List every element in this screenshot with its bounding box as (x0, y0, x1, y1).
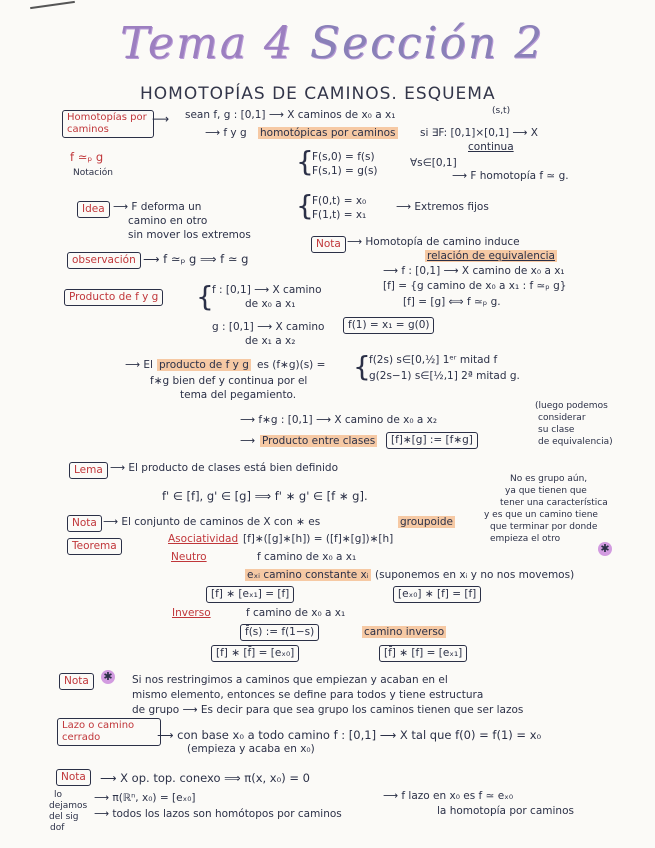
homotopias-line2b: homotópicas por caminos (260, 127, 396, 139)
producto-def1b: producto de f y g (159, 359, 249, 371)
nota4-side3: del sig (49, 812, 79, 822)
idea-text2: camino en otro (128, 215, 208, 227)
teorema-n1: f camino de x₀ a x₁ (257, 551, 357, 563)
nota4-l3r: la homotopía por caminos (437, 805, 574, 817)
cond-r2: ⟶ Extremos fijos (396, 201, 489, 213)
producto-c2: g(2s−1) s∈[½,1] 2ª mitad g. (369, 370, 520, 382)
producto-c1: f(2s) s∈[0,½] 1ᵉʳ mitad f (369, 354, 498, 366)
homotopias-line1: sean f, g : [0,1] ⟶ X caminos de x₀ a x₁ (185, 109, 396, 121)
homotopias-st: (s,t) (492, 106, 511, 116)
teorema-n2: eₓᵢ camino constante xᵢ (247, 569, 369, 581)
teorema-i3: [f] ∗ [f̄] = [eₓ₀] (211, 645, 299, 662)
nota3-l1: Si nos restringimos a caminos que empiezan y acaban en el (132, 674, 448, 686)
lema-text: ⟶ El producto de clases está bien definido (110, 462, 339, 474)
teorema-i2b: camino inverso (364, 626, 445, 638)
teorema-i4: [f̄] ∗ [f] = [eₓ₁] (379, 645, 467, 662)
cond2: F(s,1) = g(s) (312, 165, 378, 177)
nota4-l2r: ⟶ f lazo en x₀ es f ≃ eₓ₀ (383, 790, 514, 802)
teorema-box: Teorema (67, 538, 122, 555)
nota2-text: ⟶ El conjunto de caminos de X con ∗ es (103, 516, 321, 528)
nota3-l2: mismo elemento, entonces se define para todos y tiene estructura (132, 689, 484, 701)
nota2-side6: empieza el otro (490, 534, 561, 544)
teorema-i1: f camino de x₀ a x₁ (246, 607, 346, 619)
brace-icon: { (296, 189, 314, 222)
cond3: F(0,t) = x₀ (312, 195, 367, 207)
nota3-l3: de grupo ⟶ Es decir para que sea grupo los caminos tienen que ser lazos (132, 704, 524, 716)
producto-def1c: es (f∗g)(s) = (257, 359, 326, 371)
producto-side2: considerar (538, 413, 586, 423)
nota4-side2: dejamos (49, 801, 88, 811)
nota2-side1: No es grupo aún, (510, 474, 588, 484)
star-icon: ✱ (598, 542, 612, 556)
page-subtitle: HOMOTOPÍAS DE CAMINOS. ESQUEMA (140, 84, 496, 104)
observacion-box: observación (67, 252, 141, 269)
lema-l2: f' ∈ [f], g' ∈ [g] ⟹ f' ∗ g' ∈ [f ∗ g]. (162, 489, 368, 503)
teorema-neutro: Neutro (171, 551, 207, 563)
producto-side1: (luego podemos (535, 401, 608, 411)
homotopias-continua: continua (468, 141, 514, 153)
idea-box: Idea (77, 201, 110, 218)
teorema-asoc: Asociatividad (168, 533, 239, 545)
idea-text1: ⟶ F deforma un (113, 201, 202, 213)
teorema-n3: [f] ∗ [eₓ₁] = [f] (206, 586, 294, 603)
teorema-n4: [eₓ₀] ∗ [f] = [f] (393, 586, 481, 603)
producto-f2: de x₀ a x₁ (245, 298, 296, 310)
homotopias-line2c: si ∃F: [0,1]×[0,1] ⟶ X (420, 127, 538, 139)
nota1-rel: relación de equivalencia (427, 250, 555, 262)
nota2-side2: ya que tienen que (505, 486, 587, 496)
homotopias-line2a: ⟶ f y g (205, 127, 247, 139)
producto-side4: de equivalencia) (538, 437, 613, 447)
teorema-n2b: (suponemos en xᵢ y no nos movemos) (375, 569, 575, 581)
title-section: Sección 2 (309, 18, 545, 69)
nota4-box: Nota (56, 769, 91, 786)
nota1-l2: ⟶ f : [0,1] ⟶ X camino de x₀ a x₁ (383, 265, 565, 277)
nota4-side4: dof (50, 823, 65, 833)
cond-r: ⟶ F homotopía f ≃ g. (452, 170, 569, 182)
producto-def1: ⟶ El (125, 359, 153, 371)
nota1-l4: [f] = [g] ⟺ f ≃ₚ g. (403, 296, 501, 308)
producto-g1: g : [0,1] ⟶ X camino (212, 321, 325, 333)
arrow-icon: ⟶ (152, 112, 170, 126)
lazo-box: Lazo o camino cerrado (57, 718, 161, 746)
nota4-l2: ⟶ π(ℝⁿ, x₀) = [eₓ₀] (94, 792, 196, 804)
homotopias-box: Homotopías por caminos (62, 110, 154, 138)
nota4-l3: ⟶ todos los lazos son homótopos por caminos (94, 808, 342, 820)
cond1: F(s,0) = f(s) (312, 151, 375, 163)
producto-g2: de x₁ a x₂ (245, 335, 296, 347)
idea-text3: sin mover los extremos (128, 229, 251, 241)
teorema-inverso: Inverso (172, 607, 211, 619)
nota2-groupoide: groupoide (400, 516, 453, 528)
producto-def4: ⟶ f∗g : [0,1] ⟶ X camino de x₀ a x₂ (240, 414, 438, 426)
nota2-box: Nota (67, 515, 102, 532)
teorema-i2: f̄(s) := f(1−s) (240, 624, 319, 641)
brace-icon: { (353, 350, 371, 383)
cond4: F(1,t) = x₁ (312, 209, 367, 221)
producto-box: Producto de f y g (64, 289, 163, 306)
pen-mark (30, 1, 75, 9)
producto-def5c: [f]∗[g] := [f∗g] (386, 432, 478, 449)
cond-q: ∀s∈[0,1] (410, 157, 457, 169)
star-icon: ✱ (101, 670, 115, 684)
nota4-side1: lo (54, 790, 63, 800)
nota1-box: Nota (311, 236, 346, 253)
notacion-label: Notación (73, 168, 113, 178)
nota3-box: Nota (59, 673, 94, 690)
producto-def2: f∗g bien def y continua por el (150, 375, 308, 387)
page-title (120, 18, 560, 78)
producto-def3: tema del pegamiento. (180, 389, 297, 401)
producto-cond: f(1) = x₁ = g(0) (343, 317, 434, 334)
producto-f1: f : [0,1] ⟶ X camino (212, 284, 322, 296)
nota1-l3: [f] = {g camino de x₀ a x₁ : f ≃ₚ g} (383, 280, 567, 292)
lazo-l2: (empieza y acaba en x₀) (187, 743, 315, 755)
brace-icon: { (196, 280, 214, 313)
producto-def5b: Producto entre clases (262, 435, 376, 447)
observacion-text: ⟶ f ≃ₚ g ⟹ f ≃ g (143, 252, 249, 266)
lema-box: Lema (69, 462, 108, 479)
producto-def5: ⟶ (240, 435, 256, 447)
nota2-side3: tener una característica (500, 498, 608, 508)
nota4-l1: ⟶ X op. top. conexo ⟹ π(x, x₀) = 0 (100, 771, 310, 785)
nota1-text: ⟶ Homotopía de camino induce (347, 236, 520, 248)
nota2-side5: que terminar por donde (490, 522, 598, 532)
producto-side3: su clase (538, 425, 575, 435)
brace-icon: { (296, 145, 314, 178)
title-main: Tema 4 (120, 18, 294, 69)
lazo-l1: ⟶ con base x₀ a todo camino f : [0,1] ⟶ X tal que f(0) = f(1) = x₀ (157, 728, 542, 742)
nota2-side4: y es que un camino tiene (484, 510, 598, 520)
notacion-expr: f ≃ₚ g (70, 150, 104, 164)
teorema-asoc-eq: [f]∗([g]∗[h]) = ([f]∗[g])∗[h] (243, 533, 394, 545)
